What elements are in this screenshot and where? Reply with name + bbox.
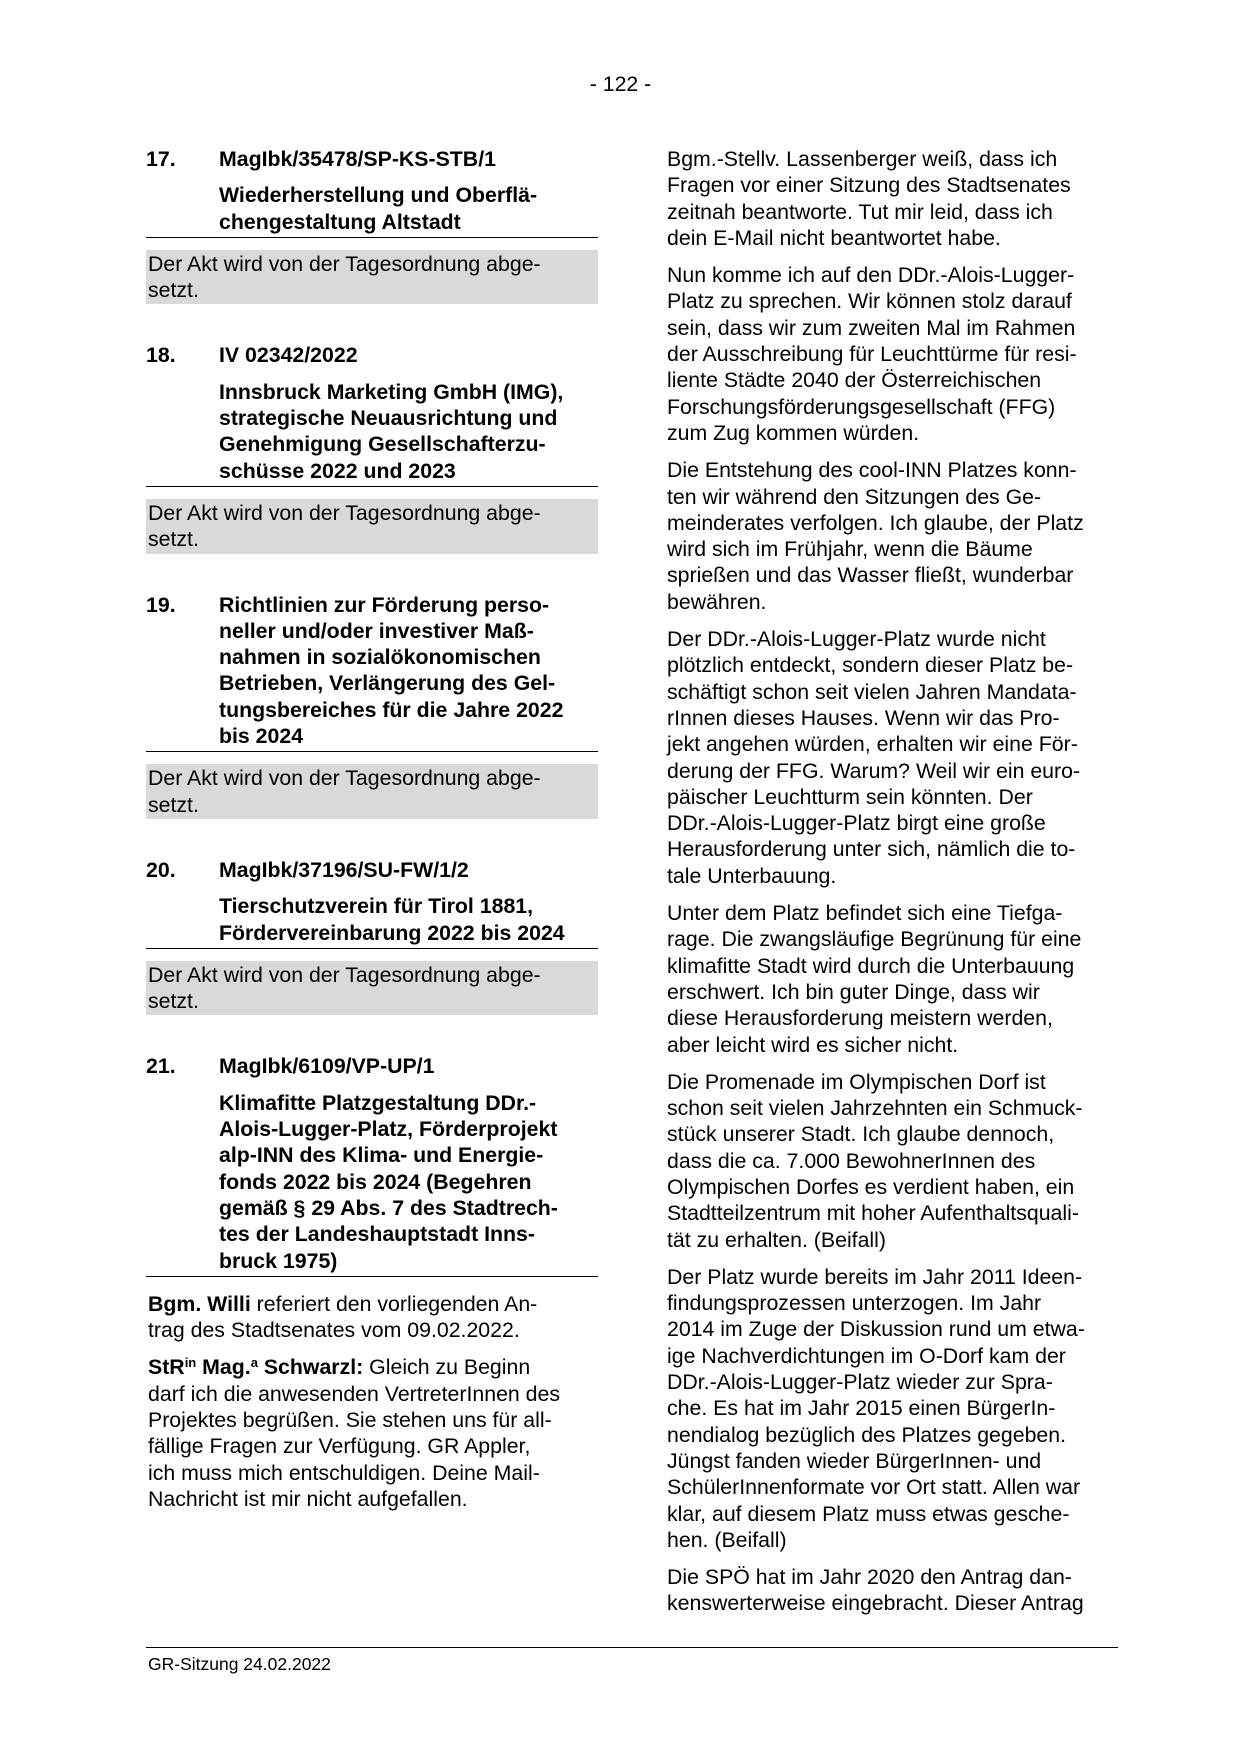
footer-text: GR-Sitzung 24.02.2022 [148, 1654, 331, 1674]
item-number: 19. [146, 592, 176, 617]
item-number: 17. [146, 147, 176, 171]
item-status: Der Akt wird von der Tagesordnung abge- setzt. [146, 961, 598, 1016]
item-status: Der Akt wird von der Tagesordnung abge- setzt. [146, 250, 598, 305]
paragraph: Unter dem Platz befindet sich eine Tiefga- rage. Die zwangsläufige Begrünung für eine klimafitte Stadt wird durch die Unterbauung erschwert. Ich bin guter Dinge, dass wir diese Herausforderung meistern werden, aber leicht wird es sicher nicht. [667, 901, 1082, 1057]
item-title: Tierschutzverein für Tirol 1881, Fördervereinbarung 2022 bis 2024 [146, 893, 598, 949]
item-title: Richtlinien zur Förderung perso- neller und/oder investiver Maß- nahmen in sozialökonomischen Betrieben, Verlängerung des Gel- tungsbereiches für die Jahre 2022 bis 2024 [219, 592, 564, 749]
right-column [667, 146, 1114, 1628]
item-title: Innsbruck Marketing GmbH (IMG), strategische Neuausrichtung und Genehmigung Gesellschafterzu- schüsse 2022 und 2023 [146, 379, 598, 487]
paragraph-text: Gleich zu Beginn darf ich die anwesenden VertreterInnen des Projektes begrüßen. Sie stehen uns für all- fällige Fragen zur Verfügung. GR Appler, ich muss mich entschuldigen. Deine Mail- Nachricht ist mir nicht aufgefallen. [148, 1355, 561, 1511]
item-number: 20. [146, 857, 176, 882]
item-status: Der Akt wird von der Tagesordnung abge- setzt. [146, 764, 598, 819]
paragraph: Die SPÖ hat im Jahr 2020 den Antrag dan- kenswerterweise eingebracht. Dieser Antrag [667, 1565, 1084, 1616]
speaker-name: StR$^{in}$ Mag.$^a$ Schwarzl: [148, 1355, 364, 1380]
paragraph: Die Entstehung des cool-INN Platzes konn- ten wir während den Sitzungen des Ge- meinderates verfolgen. Ich glaube, der Platz wird sich im Frühjahr, wenn die Bäume sprießen und das Wasser fließt, wunderbar bewähren. [667, 458, 1084, 614]
footer-divider [146, 1647, 1118, 1648]
speaker-name: Bgm. Willi [148, 1291, 251, 1316]
item-number: 18. [146, 343, 176, 368]
agenda-item-18 [146, 342, 598, 553]
paragraph-text: referiert den vorliegenden An- trag des Stadtsenates vom 09.02.2022. [148, 1291, 538, 1343]
item-code: MagIbk/35478/SP-KS-STB/1 [219, 147, 496, 171]
paragraph-willi [148, 1291, 598, 1344]
item-code: MagIbk/37196/SU-FW/1/2 [219, 857, 469, 882]
paragraph: Der DDr.-Alois-Lugger-Platz wurde nicht plötzlich entdeckt, sondern dieser Platz be- schäftigt schon seit vielen Jahren Mandata- rInnen dieses Hauses. Wenn wir das Pro- jekt angehen würden, erhalten wir eine För- derung der FFG. Warum? Weil wir ein euro- päischer Leuchtturm sein könnten. Der DDr.-Alois-Lugger-Platz birgt eine große Herausforderung unter sich, nämlich die to- tale Unterbauung. [667, 627, 1081, 888]
paragraph: Bgm.-Stellv. Lassenberger weiß, dass ich Fragen vor einer Sitzung des Stadtsenates zeitnah beantworte. Tut mir leid, dass ich dein E-Mail nicht beantwortet habe. [667, 147, 1071, 250]
item-code: MagIbk/6109/VP-UP/1 [219, 1054, 435, 1079]
item-title: Klimafitte Platzgestaltung DDr.- Alois-Lugger-Platz, Förderprojekt alp-INN des Klima- und Energie- fonds 2022 bis 2024 (Begehren gemäß § 29 Abs. 7 des Stadtrech- tes der Landeshauptstadt Inns- bruck 1975) [146, 1090, 598, 1277]
agenda-item-17 [146, 146, 598, 304]
agenda-item-21 [146, 1053, 598, 1276]
left-column [146, 146, 598, 1523]
item-title: Wiederherstellung und Oberflä- chengestaltung Altstadt [146, 182, 598, 238]
agenda-item-19 [146, 592, 598, 819]
paragraph: Der Platz wurde bereits im Jahr 2011 Ideen- findungsprozessen unterzogen. Im Jahr 2014 im Zuge der Diskussion rund um etwa- ige Nachverdichtungen im O-Dorf kam der DDr.-Alois-Lugger-Platz wieder zur Spra- che. Es hat im Jahr 2015 einen BürgerIn- nendialog bezüglich des Platzes gegeben. Jüngst fanden wieder BürgerInnen- und SchülerInnenformate vor Ort statt. Allen war klar, auf diesem Platz muss etwas gesche- hen. (Beifall) [667, 1264, 1085, 1552]
page-number: - 122 - [589, 72, 652, 96]
agenda-item-20 [146, 857, 598, 1015]
item-code: IV 02342/2022 [219, 343, 358, 368]
paragraph: Die Promenade im Olympischen Dorf ist schon seit vielen Jahrzehnten ein Schmuck- stück unserer Stadt. Ich glaube dennoch, dass die ca. 7.000 BewohnerInnen des Olympischen Dorfes es verdient haben, ein Stadtteilzentrum mit hoher Aufenthaltsquali- tät zu erhalten. (Beifall) [667, 1069, 1083, 1252]
item-number: 21. [146, 1054, 176, 1079]
item-status: Der Akt wird von der Tagesordnung abge- setzt. [146, 499, 598, 554]
paragraph: Nun komme ich auf den DDr.-Alois-Lugger- Platz zu sprechen. Wir können stolz darauf sein, dass wir zum zweiten Mal im Rahmen der Ausschreibung für Leuchttürme für resi- liente Städte 2040 der Österreichischen Forschungsförderungsgesellschaft (FFG) zum Zug kommen würden. [667, 263, 1077, 445]
paragraph-schwarzl [148, 1354, 598, 1512]
